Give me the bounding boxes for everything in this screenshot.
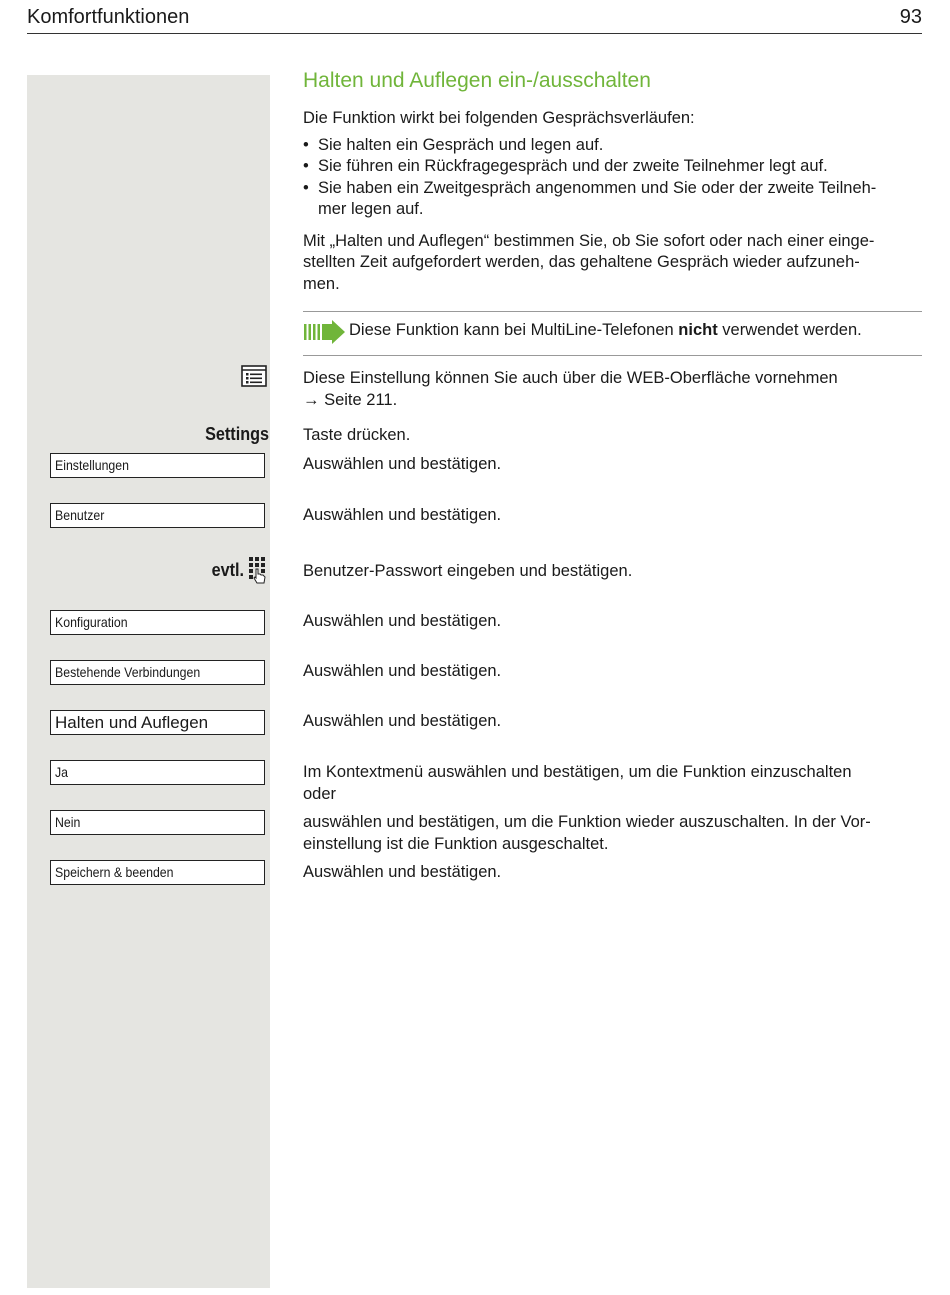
web-interface-icon [241,365,267,387]
menu-item-benutzer[interactable]: Benutzer [50,503,265,528]
page-reference-link[interactable]: → Seite 211. [303,390,398,409]
green-arrow-icon [304,320,346,344]
note-top-divider [303,311,922,312]
step-text: Auswählen und bestätigen. [303,863,502,881]
keypad-icon [248,556,268,584]
menu-item-halten-und-auflegen[interactable]: Halten und Auflegen [50,710,265,735]
step-text: auswählen und bestätigen, um die Funktion wieder auszuschalten. In der Vor- einstellung ist die Funktion ausgeschaltet. [303,813,871,853]
web-hint-text: Diese Einstellung können Sie auch über die WEB-Oberfläche vornehmen → Seite 211. [303,368,925,411]
menu-item-bestehende-verbindungen[interactable]: Bestehende Verbindungen [50,660,265,685]
menu-item-einstellungen[interactable]: Einstellungen [50,453,265,478]
section-body [303,108,923,295]
step-text: Auswählen und bestätigen. [303,712,502,730]
menu-item-nein[interactable]: Nein [50,810,265,835]
note-bottom-divider [303,355,922,356]
section-title: Halten und Auflegen ein-/ausschalten [303,69,651,92]
list-item: • Sie haben ein Zweitgespräch angenommen und Sie oder der zweite Teilneh- mer legen auf. [303,178,923,221]
step-text: Auswählen und bestätigen. [303,455,502,473]
settings-key-label: Settings [205,424,269,444]
list-item: • Sie führen ein Rückfragegespräch und der zweite Teilnehmer legt auf. [303,156,923,178]
description-paragraph: Mit „Halten und Auflegen“ bestimmen Sie, ob Sie sofort oder nach einer einge- stellten Zeit aufgefordert werden, das gehaltene Gespräch wieder aufzuneh- men. [303,231,875,293]
header-divider [27,33,922,34]
page-header-title: Komfortfunktionen [27,6,190,28]
bullet-list [303,135,923,221]
step-text: Auswählen und bestätigen. [303,506,502,524]
step-text: Taste drücken. [303,426,411,444]
note-text: Diese Funktion kann bei MultiLine-Telefonen nicht verwendet werden. [349,321,862,339]
menu-item-ja[interactable]: Ja [50,760,265,785]
page-number: 93 [899,6,922,28]
menu-item-konfiguration[interactable]: Konfiguration [50,610,265,635]
intro-text: Die Funktion wirkt bei folgenden Gesprächsverläufen: [303,109,695,127]
step-text: Auswählen und bestätigen. [303,612,502,630]
menu-item-speichern-und-beenden[interactable]: Speichern & beenden [50,860,265,885]
evtl-label: evtl. [211,560,244,580]
step-text: Im Kontextmenü auswählen und bestätigen, um die Funktion einzuschalten oder [303,763,852,803]
step-text: Auswählen und bestätigen. [303,662,502,680]
step-text: Benutzer-Passwort eingeben und bestätigen. [303,562,633,580]
list-item: • Sie halten ein Gespräch und legen auf. [303,135,923,157]
